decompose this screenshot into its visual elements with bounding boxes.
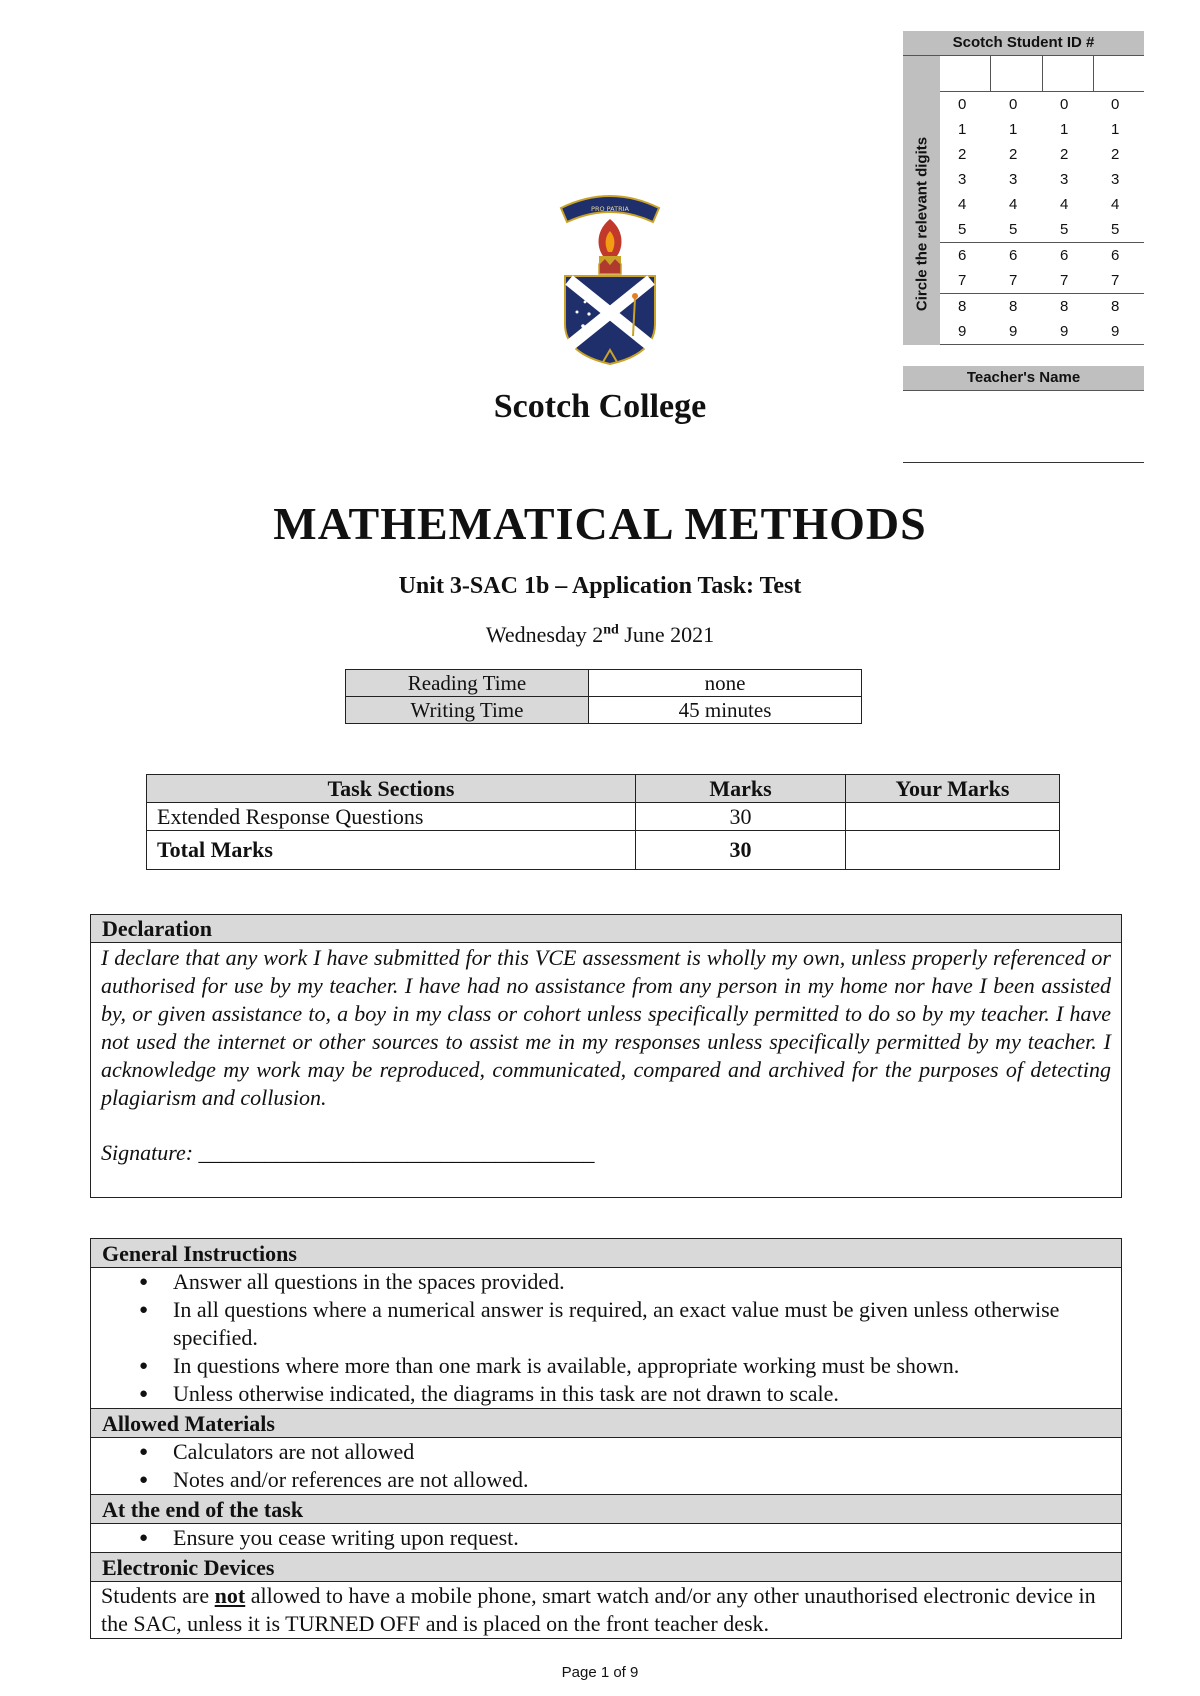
writing-time-value: 45 minutes xyxy=(589,697,862,724)
id-digit[interactable]: 2 xyxy=(1009,146,1018,163)
list-item: ● Notes and/or references are not allowed. xyxy=(173,1466,1121,1494)
id-digit[interactable]: 0 xyxy=(1060,96,1069,113)
id-digit[interactable]: 6 xyxy=(1111,247,1120,264)
total-marks: 30 xyxy=(636,831,846,870)
declaration-heading: Declaration xyxy=(91,915,1121,943)
student-id-box xyxy=(903,31,1144,345)
signature-line[interactable]: Signature: ____________________________________ xyxy=(101,1140,595,1165)
id-column-2[interactable] xyxy=(991,92,1042,345)
writing-time-label: Writing Time xyxy=(346,697,589,724)
id-digit[interactable]: 3 xyxy=(1111,171,1120,188)
id-digit[interactable]: 9 xyxy=(1042,319,1093,345)
list-item: ● Unless otherwise indicated, the diagrams in this task are not drawn to scale. xyxy=(173,1380,1121,1408)
marks-header-marks: Marks xyxy=(636,775,846,803)
id-digit[interactable]: 7 xyxy=(1042,268,1093,294)
declaration-box xyxy=(90,914,1122,1198)
id-digit[interactable]: 8 xyxy=(958,298,967,315)
marks-header-your-marks: Your Marks xyxy=(846,775,1060,803)
college-crest-logo xyxy=(555,186,665,366)
id-side-label: Circle the relevant digits xyxy=(903,56,940,345)
id-digit[interactable]: 7 xyxy=(991,268,1042,294)
college-name: Scotch College xyxy=(493,388,707,425)
total-row xyxy=(147,831,1060,870)
marks-table xyxy=(146,774,1060,870)
marks-header-sections: Task Sections xyxy=(147,775,636,803)
reading-time-value: none xyxy=(589,670,862,697)
page-subtitle: Unit 3-SAC 1b – Application Task: Test xyxy=(398,573,802,599)
id-entry-row[interactable] xyxy=(940,56,1144,92)
id-digit[interactable]: 5 xyxy=(991,217,1042,243)
id-digit[interactable]: 0 xyxy=(1009,96,1018,113)
id-column-1[interactable] xyxy=(940,92,991,345)
id-digit[interactable]: 0 xyxy=(958,96,967,113)
id-digit[interactable]: 8 xyxy=(1009,298,1018,315)
list-item: ● In questions where more than one mark is available, appropriate working must be shown. xyxy=(173,1352,1121,1380)
crest-motto: PRO PATRIA xyxy=(591,205,629,213)
time-table xyxy=(345,669,862,724)
exam-date: Wednesday 2nd June 2021 xyxy=(485,622,715,647)
id-digit[interactable]: 4 xyxy=(1060,196,1069,213)
id-digit[interactable]: 4 xyxy=(1111,196,1120,213)
total-label: Total Marks xyxy=(147,831,636,870)
section-name: Extended Response Questions xyxy=(147,803,636,831)
table-row xyxy=(147,803,1060,831)
id-digit[interactable]: 0 xyxy=(1111,96,1120,113)
id-digit[interactable]: 6 xyxy=(958,247,967,264)
id-digit[interactable]: 5 xyxy=(940,217,991,243)
list-item: ● Answer all questions in the spaces provided. xyxy=(173,1268,1121,1296)
id-digit[interactable]: 3 xyxy=(1009,171,1018,188)
teacher-name-label: Teacher's Name xyxy=(903,366,1144,391)
id-digit[interactable]: 9 xyxy=(1093,319,1144,345)
list-item: ● In all questions where a numerical answer is required, an exact value must be given unless otherwise specified. xyxy=(173,1296,1121,1352)
writing-time-row xyxy=(346,697,862,724)
id-digit[interactable]: 1 xyxy=(1111,121,1120,138)
general-instructions-list xyxy=(91,1268,1121,1408)
id-digit[interactable]: 1 xyxy=(1009,121,1018,138)
id-digit[interactable]: 2 xyxy=(1060,146,1069,163)
declaration-text: I declare that any work I have submitted for this VCE assessment is wholly my own, unless properly referenced or authorised for use by my teacher. I have had no assistance from any person in my home nor have I been assisted by, or given assistance to, a boy in my class or cohort unless specifically permitted to do so by my teacher. I have not used the internet or other sources to assist me in my responses unless specifically permitted by my teacher. I acknowledge my work may be reproduced, communicated, compared and archived for the purposes of detecting plagiarism and collusion. xyxy=(101,945,1111,1110)
list-item: ● Ensure you cease writing upon request. xyxy=(173,1524,1121,1552)
page-title: MATHEMATICAL METHODS xyxy=(273,498,927,549)
id-digit[interactable]: 1 xyxy=(958,121,967,138)
id-column-4[interactable] xyxy=(1093,92,1144,345)
id-digit[interactable]: 5 xyxy=(1093,217,1144,243)
id-digit[interactable]: 3 xyxy=(958,171,967,188)
page-number: Page 1 of 9 xyxy=(561,1664,639,1681)
student-id-title: Scotch Student ID # xyxy=(903,31,1144,56)
id-digit[interactable]: 8 xyxy=(1060,298,1069,315)
id-digit[interactable]: 5 xyxy=(1042,217,1093,243)
id-digit[interactable]: 3 xyxy=(1060,171,1069,188)
end-of-task-list xyxy=(91,1524,1121,1552)
id-digit[interactable]: 4 xyxy=(1009,196,1018,213)
id-digit[interactable]: 7 xyxy=(1093,268,1144,294)
id-digit[interactable]: 6 xyxy=(1060,247,1069,264)
section-your-marks[interactable] xyxy=(846,803,1060,831)
id-digit[interactable]: 9 xyxy=(991,319,1042,345)
electronic-devices-heading: Electronic Devices xyxy=(91,1552,1121,1582)
reading-time-label: Reading Time xyxy=(346,670,589,697)
id-digit[interactable]: 1 xyxy=(1060,121,1069,138)
id-digit[interactable]: 6 xyxy=(1009,247,1018,264)
id-digit[interactable]: 8 xyxy=(1111,298,1120,315)
id-digit[interactable]: 2 xyxy=(958,146,967,163)
allowed-materials-list xyxy=(91,1438,1121,1494)
list-item: ● Calculators are not allowed xyxy=(173,1438,1121,1466)
total-your-marks[interactable] xyxy=(846,831,1060,870)
reading-time-row xyxy=(346,670,862,697)
id-column-3[interactable] xyxy=(1042,92,1093,345)
section-marks: 30 xyxy=(636,803,846,831)
general-instructions-heading: General Instructions xyxy=(91,1239,1121,1268)
id-digit[interactable]: 2 xyxy=(1111,146,1120,163)
end-of-task-heading: At the end of the task xyxy=(91,1494,1121,1524)
id-digit[interactable]: 4 xyxy=(958,196,967,213)
id-digit-columns xyxy=(940,92,1144,345)
id-digit[interactable]: 9 xyxy=(940,319,991,345)
electronic-devices-text: Students are not allowed to have a mobile phone, smart watch and/or any other unauthorised electronic device in the SAC, unless it is TURNED OFF and is placed on the front teacher desk. xyxy=(101,1583,1096,1636)
teacher-name-line[interactable] xyxy=(903,462,1144,463)
id-digit[interactable]: 7 xyxy=(940,268,991,294)
allowed-materials-heading: Allowed Materials xyxy=(91,1408,1121,1438)
instructions-box xyxy=(90,1238,1122,1639)
